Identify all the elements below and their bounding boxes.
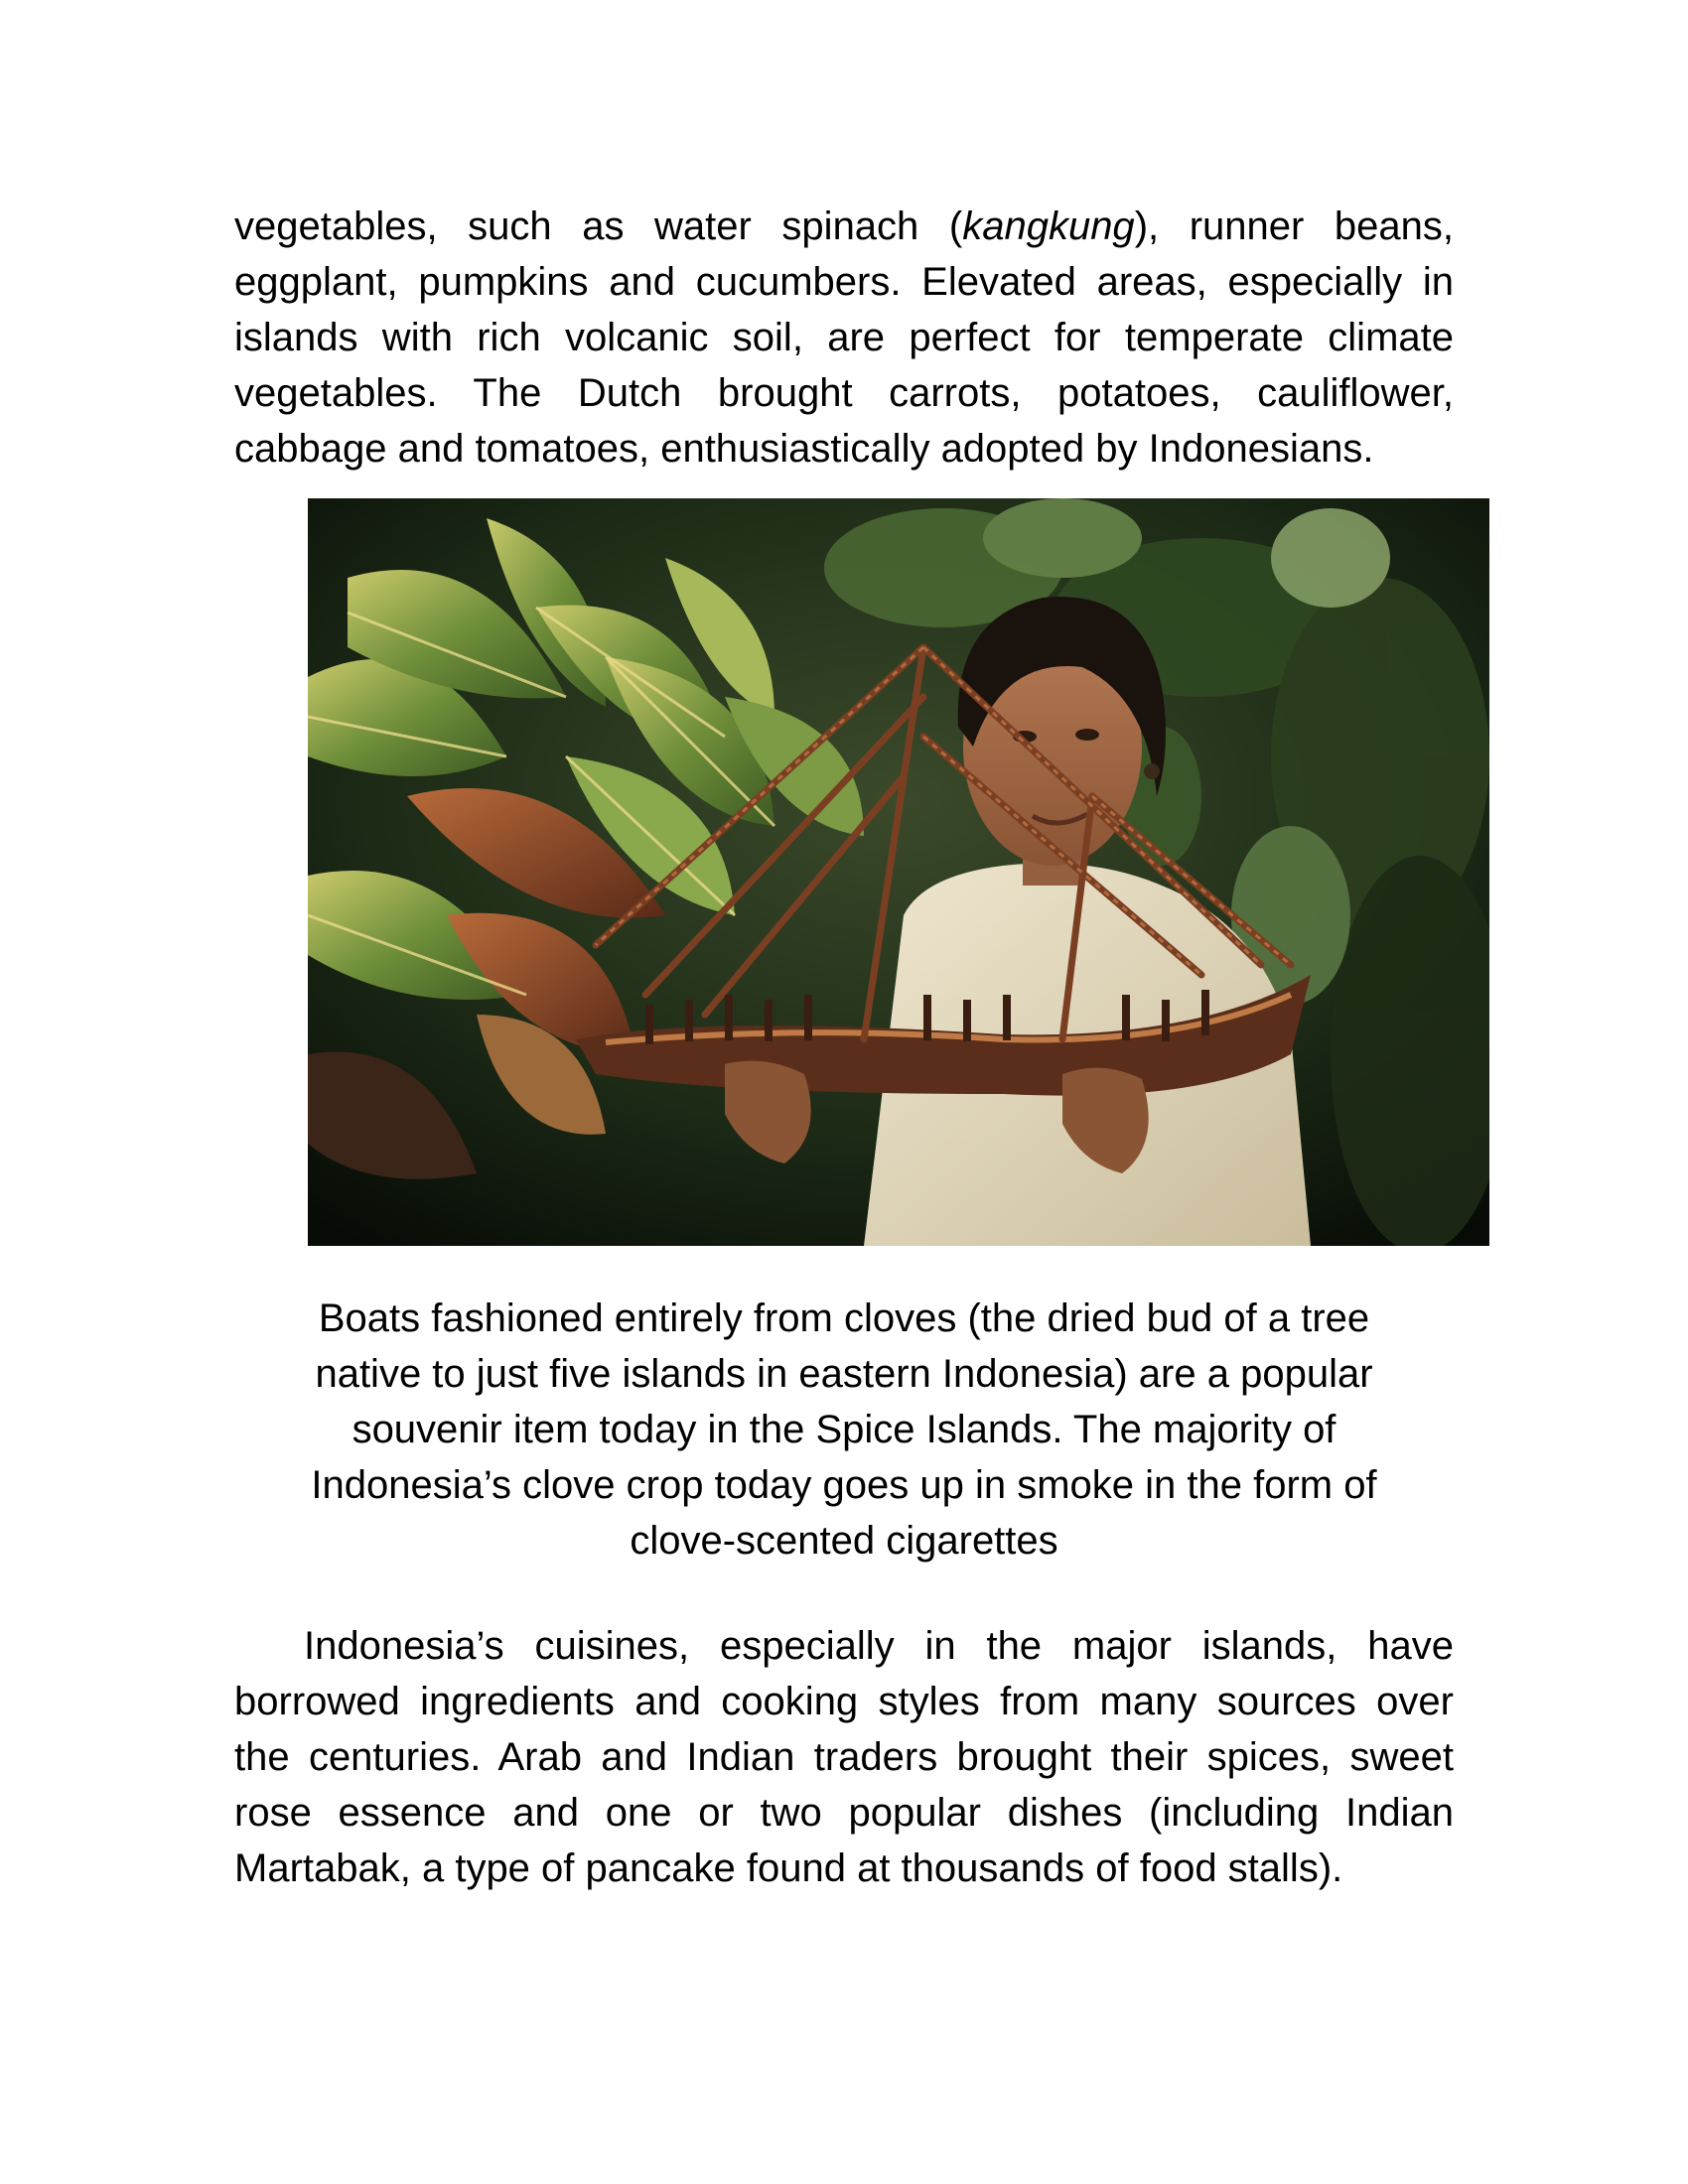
caption-line: Boats fashioned entirely from cloves (the dried bud of a tree [318, 1297, 1370, 1340]
caption-line: native to just five islands in eastern Indonesia) are a popular [315, 1352, 1373, 1396]
paragraph-line: vegetables. The Dutch brought carrots, potatoes, cauliflower, [234, 371, 1454, 415]
paragraph-line: eggplant, pumpkins and cucumbers. Elevated areas, especially in [234, 260, 1454, 304]
text-run: vegetables, such as water spinach ( [234, 205, 963, 248]
photo-clove-boat [308, 498, 1489, 1246]
italic-term: kangkung [962, 205, 1135, 248]
body-paragraph-cuisines [234, 1618, 1454, 1896]
paragraph-line: cabbage and tomatoes, enthusiastically adopted by Indonesians. [234, 427, 1374, 471]
paragraph-line: Martabak, a type of pancake found at thousands of food stalls). [234, 1846, 1343, 1890]
caption-line: clove-scented cigarettes [630, 1519, 1058, 1563]
paragraph-line: borrowed ingredients and cooking styles from many sources over [234, 1680, 1454, 1723]
paragraph-line: islands with rich volcanic soil, are perfect for temperate climate [234, 316, 1454, 359]
text-run: ), runner beans, [1134, 205, 1454, 248]
paragraph-line: the centuries. Arab and Indian traders brought their spices, sweet [234, 1735, 1454, 1779]
caption-line: souvenir item today in the Spice Islands. The majority of [352, 1408, 1336, 1451]
body-paragraph-vegetables [234, 199, 1454, 477]
photo-illustration [308, 498, 1489, 1246]
paragraph-line: Indonesia’s cuisines, especially in the major islands, have [304, 1624, 1454, 1668]
photo-caption [234, 1291, 1454, 1569]
paragraph-line [234, 199, 1454, 254]
paragraph-line: rose essence and one or two popular dishes (including Indian [234, 1791, 1454, 1835]
caption-line: Indonesia’s clove crop today goes up in smoke in the form of [311, 1463, 1377, 1507]
